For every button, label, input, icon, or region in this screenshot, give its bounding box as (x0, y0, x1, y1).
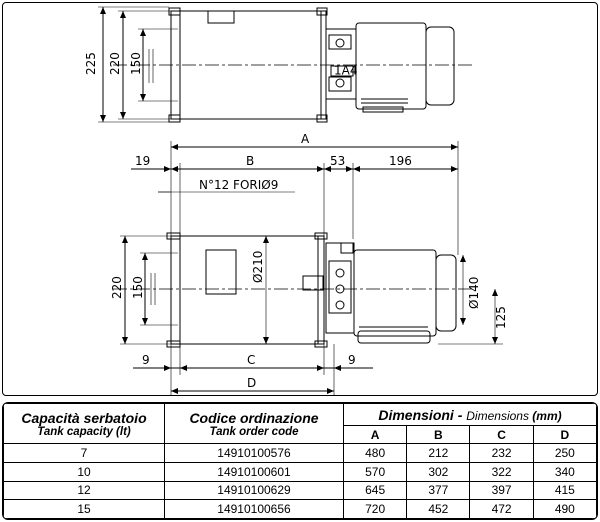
dim-9-left: 9 (142, 353, 150, 367)
b-cell: 452 (407, 500, 470, 519)
top-motor (356, 23, 426, 109)
c-cell: 397 (470, 481, 533, 500)
dim-196: 196 (389, 154, 412, 168)
dim-225: 225 (84, 52, 98, 75)
a-cell: 720 (344, 500, 407, 519)
holes-note: N°12 FORIØ9 (199, 178, 279, 192)
front-tank-body (171, 236, 324, 344)
dim-125: 125 (494, 306, 508, 329)
valve-label: 1A4 (334, 63, 358, 78)
dim-220-top: 220 (108, 52, 122, 75)
d-cell: 340 (533, 462, 596, 481)
dimension-table-wrap (2, 402, 598, 520)
dim-B: B (246, 154, 255, 168)
dim-C: C (247, 353, 256, 367)
capacity-subtitle: Tank capacity (lt) (37, 425, 131, 438)
front-motor (354, 250, 436, 336)
dim-53: 53 (330, 154, 346, 168)
front-valve-block (326, 243, 354, 333)
dimension-table (3, 403, 597, 519)
dim-A: A (301, 132, 310, 146)
d-cell: 250 (533, 444, 596, 463)
capacity-cell: 15 (4, 500, 165, 519)
col-B-header: B (407, 426, 470, 444)
col-capacity-header (4, 404, 165, 444)
col-D-header: D (533, 426, 596, 444)
b-cell: 377 (407, 481, 470, 500)
technical-drawing (2, 2, 598, 396)
dim-D: D (247, 376, 257, 390)
c-cell: 472 (470, 500, 533, 519)
dim-19: 19 (135, 154, 151, 168)
capacity-title: Capacità serbatoio (21, 409, 147, 426)
a-cell: 570 (344, 462, 407, 481)
code-cell: 14910100576 (165, 444, 344, 463)
col-C-header: C (470, 426, 533, 444)
b-cell: 212 (407, 444, 470, 463)
d-cell: 490 (533, 500, 596, 519)
top-view (84, 7, 473, 122)
code-subtitle: Tank order code (209, 425, 299, 438)
a-cell: 645 (344, 481, 407, 500)
capacity-cell: 7 (4, 444, 165, 463)
dim-150-front: 150 (131, 276, 145, 299)
dim-220-front: 220 (110, 276, 124, 299)
dim-9-right: 9 (348, 353, 356, 367)
d-cell: 415 (533, 481, 596, 500)
code-title: Codice ordinazione (189, 409, 319, 426)
table-row (4, 481, 597, 500)
col-A-header: A (344, 426, 407, 444)
table-row (4, 462, 597, 481)
a-cell: 480 (344, 444, 407, 463)
c-cell: 322 (470, 462, 533, 481)
dim-diam210: Ø210 (251, 250, 265, 283)
code-cell: 14910100656 (165, 500, 344, 519)
table-row (4, 444, 597, 463)
code-cell: 14910100601 (165, 462, 344, 481)
front-view (110, 132, 508, 395)
drawing-svg (3, 3, 599, 397)
dims-header: Dimensioni - Dimensions (mm) (344, 404, 597, 426)
filler-cap (208, 11, 234, 23)
b-cell: 302 (407, 462, 470, 481)
dim-150-top: 150 (129, 52, 143, 75)
c-cell: 232 (470, 444, 533, 463)
code-cell: 14910100629 (165, 481, 344, 500)
table-row (4, 500, 597, 519)
col-code-header (165, 404, 344, 444)
sight-window (206, 250, 236, 294)
capacity-cell: 12 (4, 481, 165, 500)
dim-diam140: Ø140 (467, 276, 481, 309)
capacity-cell: 10 (4, 462, 165, 481)
